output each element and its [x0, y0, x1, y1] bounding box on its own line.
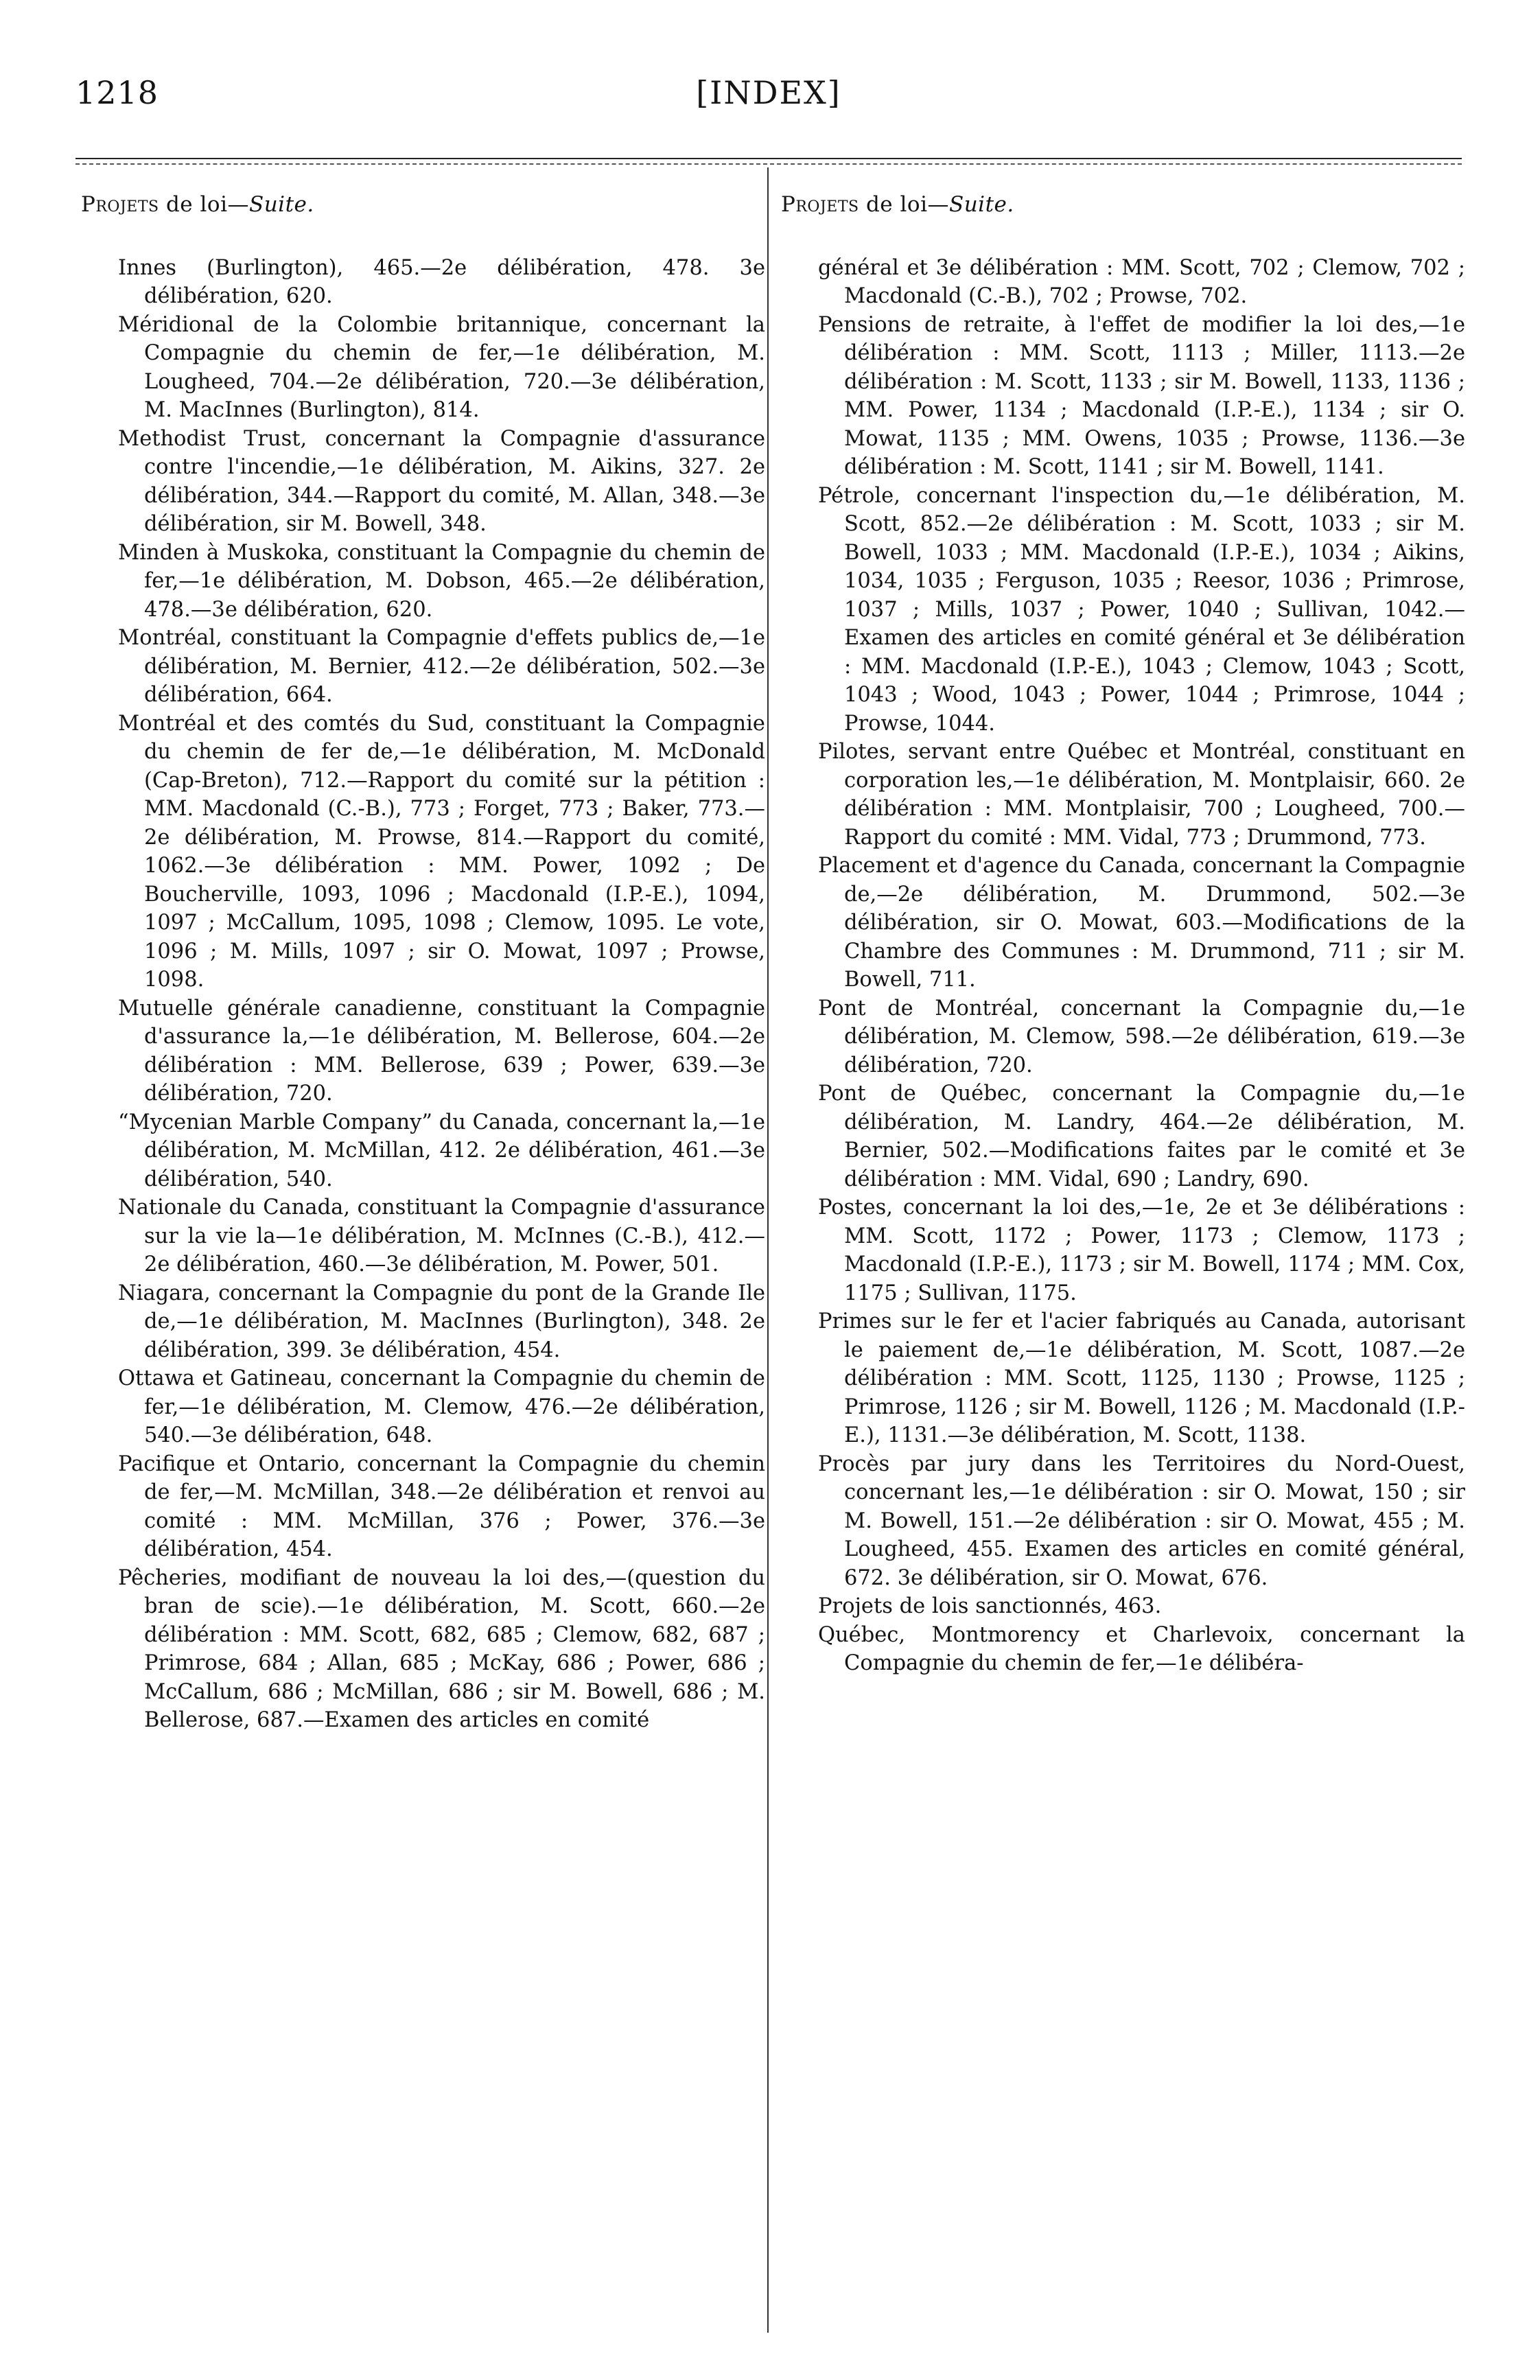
index-entry-continued: général et 3e délibération : MM. Scott, 702 ; Clemow, 702 ; Macdonald (C.-B.), 702 ; Prowse, 702.	[818, 255, 1465, 308]
index-entry: Ottawa et Gatineau, concernant la Compagnie du chemin de fer,—1e délibération, M. Clemow, 476.—2e délibération, 540.—3e délibération, 648.	[118, 1366, 765, 1447]
index-entry: Postes, concernant la loi des,—1e, 2e et 3e délibérations : MM. Scott, 1172 ; Power, 1173 ; Clemow, 1173 ; Macdonald (I.P.-E.), 1173 ; sir M. Bowell, 1174 ; MM. Cox, 1175 ; Sullivan, 1175.	[818, 1195, 1465, 1305]
index-entry: Québec, Montmorency et Charlevoix, concernant la Compagnie du chemin de fer,—1e délibéra-	[818, 1622, 1465, 1675]
page-number: 1218	[75, 74, 159, 111]
index-entry: Projets de lois sanctionnés, 463.	[818, 1594, 1162, 1618]
index-entry: Procès par jury dans les Territoires du Nord-Ouest, concernant les,—1e délibération : sir O. Mowat, 150 ; sir M. Bowell, 151.—2e délibération : sir O. Mowat, 455 ; M. Lougheed, 455. Examen des articles en comité général, 672. 3e délibération, sir O. Mowat, 676.	[818, 1451, 1465, 1590]
index-entry: Pacifique et Ontario, concernant la Compagnie du chemin de fer,—M. McMillan, 348.—2e délibération et renvoi au comité : MM. McMillan, 376 ; Power, 376.—3e délibération, 454.	[118, 1451, 765, 1561]
right-column	[775, 191, 1465, 1678]
index-entry: Niagara, concernant la Compagnie du pont de la Grande Ile de,—1e délibération, M. MacInnes (Burlington), 348. 2e délibération, 399. 3e délibération, 454.	[118, 1281, 765, 1362]
index-entry: Montréal et des comtés du Sud, constituant la Compagnie du chemin de fer de,—1e délibération, M. McDonald (Cap-Breton), 712.—Rapport du comité sur la pétition : MM. Macdonald (C.-B.), 773 ; Forget, 773 ; Baker, 773.—2e délibération, M. Prowse, 814.—Rapport du comité, 1062.—3e délibération : MM. Power, 1092 ; De Boucherville, 1093, 1096 ; Macdonald (I.P.-E.), 1094, 1097 ; McCallum, 1095, 1098 ; Clemow, 1095. Le vote, 1096 ; M. Mills, 1097 ; sir O. Mowat, 1097 ; Prowse, 1098.	[118, 711, 765, 992]
index-entry: Méridional de la Colombie britannique, concernant la Compagnie du chemin de fer,—1e délibération, M. Lougheed, 704.—2e délibération, 720.—3e délibération, M. MacInnes (Burlington), 814.	[118, 312, 765, 422]
heading-projets: Projets	[81, 192, 159, 217]
heading-suite: Suite.	[248, 192, 314, 217]
index-entry: Mutuelle générale canadienne, constituant la Compagnie d'assurance la,—1e délibération, M. Bellerose, 604.—2e délibération : MM. Bellerose, 639 ; Power, 639.—3e délibération, 720.	[118, 996, 765, 1106]
index-entry: Pont de Québec, concernant la Compagnie du,—1e délibération, M. Landry, 464.—2e délibération, M. Bernier, 502.—Modifications faites par le comité et 3e délibération : MM. Vidal, 690 ; Landry, 690.	[818, 1082, 1465, 1191]
column-divider	[767, 167, 769, 2333]
left-column-heading	[81, 191, 765, 220]
index-entry: Pensions de retraite, à l'effet de modifier la loi des,—1e délibération : MM. Scott, 1113 ; Miller, 1113.—2e délibération : M. Scott, 1133 ; sir M. Bowell, 1133, 1136 ; MM. Power, 1134 ; Macdonald (I.P.-E.), 1134 ; sir O. Mowat, 1135 ; MM. Owens, 1035 ; Prowse, 1136.—3e délibération : M. Scott, 1141 ; sir M. Bowell, 1141.	[818, 312, 1465, 479]
index-entry: Pêcheries, modifiant de nouveau la loi des,—(question du bran de scie).—1e délibération, M. Scott, 660.—2e délibération : MM. Scott, 682, 685 ; Clemow, 682, 687 ; Primrose, 684 ; Allan, 685 ; McKay, 686 ; Power, 686 ; McCallum, 686 ; McMillan, 686 ; sir M. Bowell, 686 ; M. Bellerose, 687.—Examen des articles en comité	[118, 1565, 765, 1732]
section-title: [INDEX]	[696, 74, 841, 111]
heading-projets: Projets	[781, 192, 859, 217]
right-column-heading	[781, 191, 1465, 220]
index-entry: Methodist Trust, concernant la Compagnie d'assurance contre l'incendie,—1e délibération, M. Aikins, 327. 2e délibération, 344.—Rapport du comité, M. Allan, 348.—3e délibération, sir M. Bowell, 348.	[118, 426, 765, 536]
index-entry: Pilotes, servant entre Québec et Montréal, constituant en corporation les,—1e délibération, M. Montplaisir, 660. 2e délibération : MM. Montplaisir, 700 ; Lougheed, 700.—Rapport du comité : MM. Vidal, 773 ; Drummond, 773.	[818, 740, 1465, 850]
index-entry: Nationale du Canada, constituant la Compagnie d'assurance sur la vie la—1e délibération, M. McInnes (C.-B.), 412.—2e délibération, 460.—3e délibération, M. Power, 501.	[118, 1195, 765, 1276]
index-entry: Pétrole, concernant l'inspection du,—1e délibération, M. Scott, 852.—2e délibération : M. Scott, 1033 ; sir M. Bowell, 1033 ; MM. Macdonald (I.P.-E.), 1034 ; Aikins, 1034, 1035 ; Ferguson, 1035 ; Reesor, 1036 ; Primrose, 1037 ; Mills, 1037 ; Power, 1040 ; Sullivan, 1042.—Examen des articles en comité général et 3e délibération : MM. Macdonald (I.P.-E.), 1043 ; Clemow, 1043 ; Scott, 1043 ; Wood, 1043 ; Power, 1044 ; Primrose, 1044 ; Prowse, 1044.	[818, 483, 1465, 736]
heading-de-loi: de loi—	[859, 192, 949, 217]
header-rule-dashed	[75, 163, 1462, 165]
index-entry: Placement et d'agence du Canada, concernant la Compagnie de,—2e délibération, M. Drummond, 502.—3e délibération, sir O. Mowat, 603.—Modifications de la Chambre des Communes : M. Drummond, 711 ; sir M. Bowell, 711.	[818, 854, 1465, 992]
header-rule	[75, 158, 1462, 159]
page-header	[75, 74, 1462, 129]
index-entry: Montréal, constituant la Compagnie d'effets publics de,—1e délibération, M. Bernier, 412.—2e délibération, 502.—3e délibération, 664.	[118, 626, 765, 707]
index-entry: Pont de Montréal, concernant la Compagnie du,—1e délibération, M. Clemow, 598.—2e délibération, 619.—3e délibération, 720.	[818, 996, 1465, 1077]
heading-de-loi: de loi—	[159, 192, 249, 217]
heading-suite: Suite.	[948, 192, 1014, 217]
index-entry: Innes (Burlington), 465.—2e délibération, 478. 3e délibération, 620.	[118, 255, 765, 308]
index-entry: Minden à Muskoka, constituant la Compagnie du chemin de fer,—1e délibération, M. Dobson, 465.—2e délibération, 478.—3e délibération, 620.	[118, 540, 765, 622]
left-column	[75, 191, 765, 1735]
index-entry: Primes sur le fer et l'acier fabriqués au Canada, autorisant le paiement de,—1e délibération, M. Scott, 1087.—2e délibération : MM. Scott, 1125, 1130 ; Prowse, 1125 ; Primrose, 1126 ; sir M. Bowell, 1126 ; M. Macdonald (I.P.-E.), 1131.—3e délibération, M. Scott, 1138.	[818, 1309, 1465, 1447]
index-entry: “Mycenian Marble Company” du Canada, concernant la,—1e délibération, M. McMillan, 412. 2e délibération, 461.—3e délibération, 540.	[118, 1110, 765, 1191]
